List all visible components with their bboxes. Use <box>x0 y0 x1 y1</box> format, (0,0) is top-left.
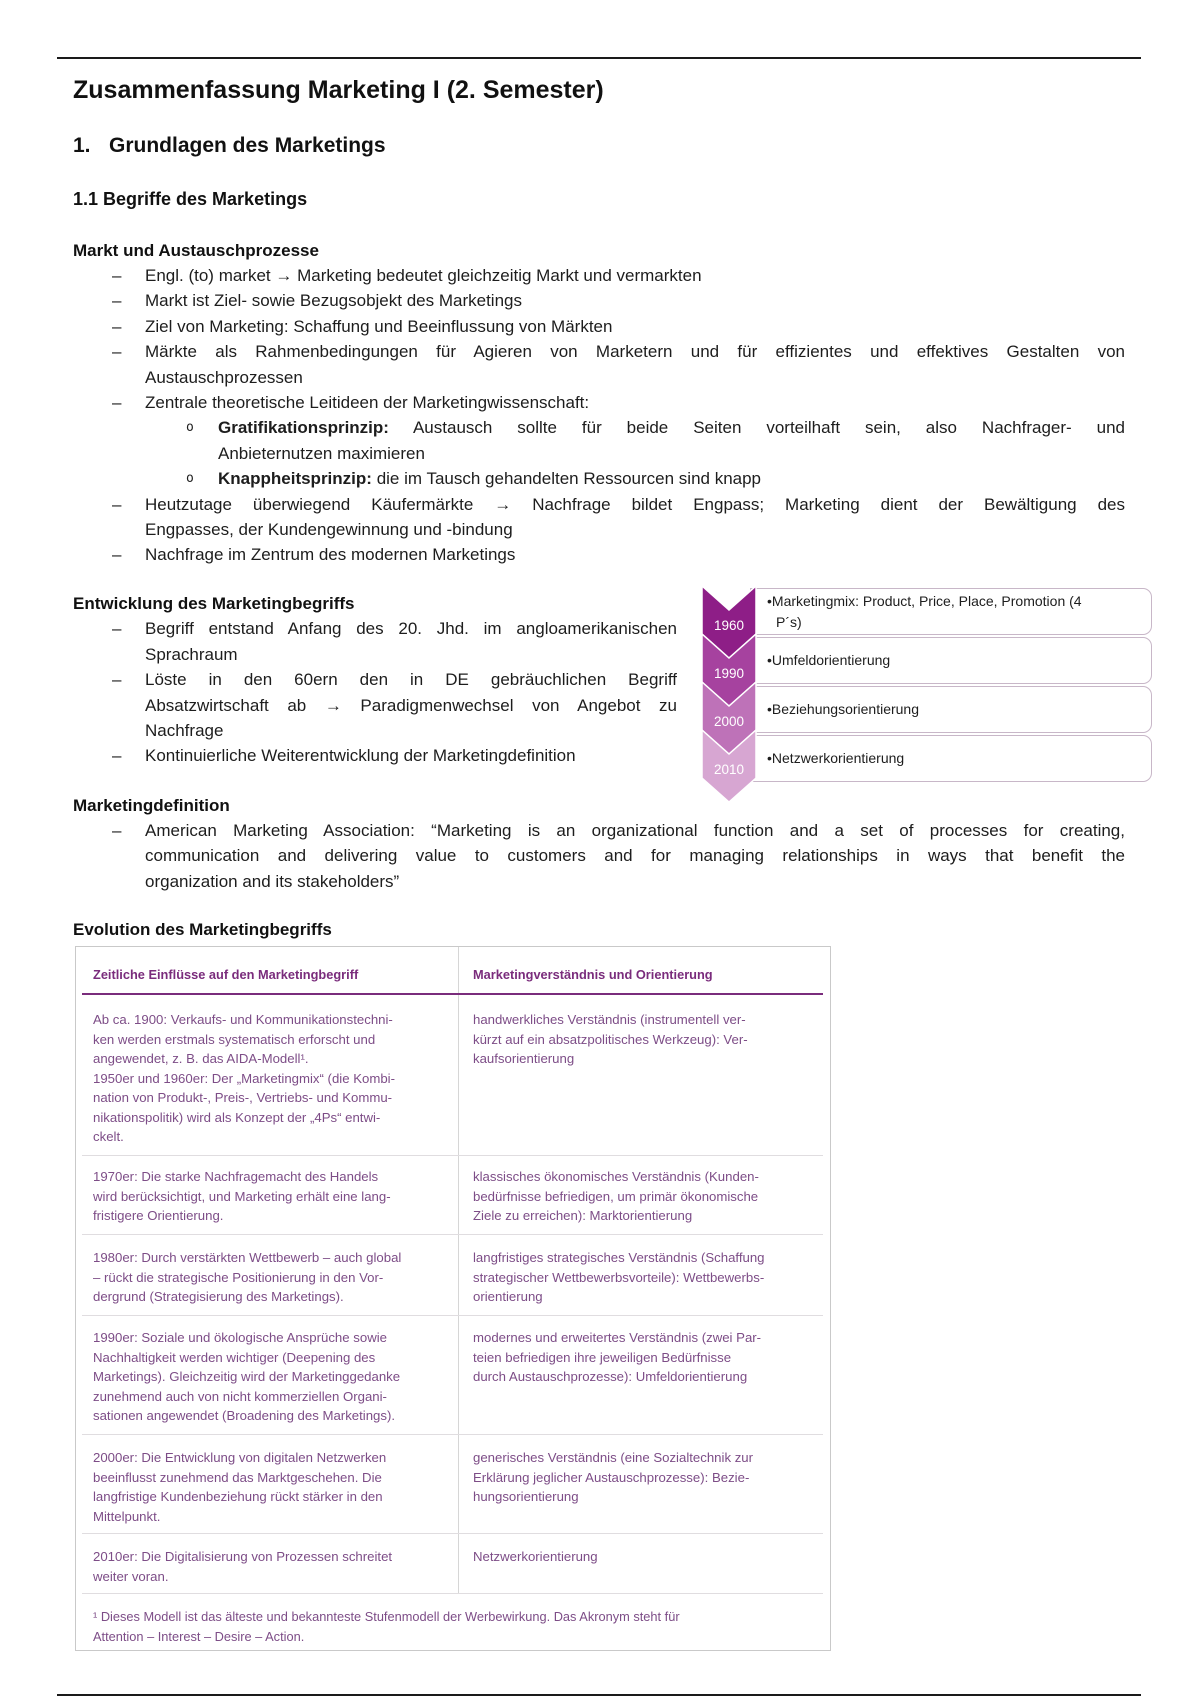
timeline-text: P´s) <box>776 613 802 630</box>
principle-text: die im Tausch gehandelten Ressourcen sind knapp <box>376 469 762 489</box>
table-cell-orientation: modernes und erweitertes Verständnis (zwei Par- teien befriedigen ihre jeweiligen Bedürfnisse durch Austauschprozesse): Umfeldorientierung <box>473 1330 762 1384</box>
row-separator <box>82 1533 823 1534</box>
bullet-item <box>73 288 1125 313</box>
bullet-item <box>73 743 677 768</box>
bullet-text: Begriff entstand Anfang des 20. Jhd. im angloamerikanischen <box>145 619 677 639</box>
sub-bullet-item <box>73 415 1125 466</box>
table-cell-influences: 1980er: Durch verstärkten Wettbewerb – auch global – rückt die strategische Positionierung in den Vor- dergrund (Strategisierung des Marketings). <box>93 1250 402 1304</box>
bullet-text: organization and its stakeholders” <box>145 871 400 891</box>
section-heading: Markt und Austauschprozesse <box>73 240 319 260</box>
table-cell-influences: 2000er: Die Entwicklung von digitalen Netzwerken beeinflusst zunehmend das Marktgeschehen. Die langfristige Kundenbeziehung rückt stärker in den Mittelpunkt. <box>93 1450 387 1524</box>
timeline-text: •Beziehungsorientierung <box>767 701 920 717</box>
section-marketingdefinition <box>73 793 1125 895</box>
document-title: Zusammenfassung Marketing I (2. Semester) <box>73 76 604 104</box>
bullet-text: Nachfrage <box>145 720 224 740</box>
bullet-item <box>73 818 1125 894</box>
timeline-text: •Marketingmix: Product, Price, Place, Promotion (4 <box>767 592 1082 609</box>
table-header-orientation: Marketingverständnis und Orientierung <box>473 967 713 982</box>
timeline-box-2010 <box>750 735 1152 782</box>
sub-bullet-item <box>73 466 1125 491</box>
timeline-year: 2000 <box>713 714 745 729</box>
bullet-item <box>73 492 1125 543</box>
bullet-dash: – <box>112 266 122 286</box>
bullet-text: American Marketing Association: “Marketing is an organizational function and a set of processes for creating, <box>145 821 1125 841</box>
row-separator <box>82 1434 823 1435</box>
table-header-influences: Zeitliche Einflüsse auf den Marketingbegriff <box>93 967 359 982</box>
row-separator <box>82 1593 823 1594</box>
row-separator <box>82 1234 823 1235</box>
principle-term: Knappheitsprinzip: <box>218 469 372 489</box>
bottom-rule <box>57 1694 1141 1696</box>
bullet-text: Sprachraum <box>145 644 238 664</box>
table-cell-orientation: langfristiges strategisches Verständnis (Schaffung strategischer Wettbewerbsvorteile): Wettbewerbs- orientierung <box>473 1250 765 1304</box>
chapter-number: 1. <box>73 134 91 157</box>
bullet-item <box>73 263 1125 288</box>
section-evolution <box>73 917 1125 942</box>
bullet-text: Märkte als Rahmenbedingungen für Agieren von Marketern und für effizientes und effektives Gestalten von <box>145 342 1125 362</box>
principle-term: Gratifikationsprinzip: <box>218 418 389 438</box>
table-header-underline <box>82 993 823 995</box>
sub-bullet-line <box>218 466 1125 491</box>
table-footnote: ¹ Dieses Modell ist das älteste und bekannteste Stufenmodell der Werbewirkung. Das Akronym steht für Attention – Interest – Desire – Action. <box>93 1609 680 1644</box>
timeline-text: •Umfeldorientierung <box>767 652 891 668</box>
bullet-text: Austauschprozessen <box>145 367 303 387</box>
section-markt-austauschprozesse <box>73 238 1125 568</box>
column-divider <box>458 947 459 1593</box>
section-heading: Evolution des Marketingbegriffs <box>73 920 332 939</box>
row-separator <box>82 1155 823 1156</box>
bullet-dash: – <box>112 342 122 362</box>
row-separator <box>82 1315 823 1316</box>
bullet-dash: – <box>112 316 122 336</box>
bullet-text: communication and delivering value to customers and for managing relationships in ways that benefit the <box>145 846 1125 866</box>
bullet-dash: – <box>112 393 122 413</box>
bullet-text: Kontinuierliche Weiterentwicklung der Marketingdefinition <box>145 746 576 766</box>
timeline-year: 1990 <box>713 666 745 681</box>
table-cell-orientation: handwerkliches Verständnis (instrumentell ver- kürzt auf ein absatzpolitisches Werkzeug): Ver- kaufsorientierung <box>473 1012 748 1066</box>
chapter-title: Grundlagen des Marketings <box>109 134 386 157</box>
principle-text: Austausch sollte für beide Seiten vorteilhaft sein, also Nachfrager- und <box>412 418 1125 438</box>
table-cell-influences: 2010er: Die Digitalisierung von Prozessen schreitet weiter voran. <box>93 1549 393 1584</box>
bullet-item <box>73 314 1125 339</box>
bullet-text: Nachfrage im Zentrum des modernen Marketings <box>145 545 516 565</box>
table-cell-orientation: Netzwerkorientierung <box>473 1549 598 1564</box>
bullet-dash: – <box>112 821 122 841</box>
table-cell-influences: Ab ca. 1900: Verkaufs- und Kommunikationstechni- ken werden erstmals systematisch erforscht und angewendet, z. B. das AIDA-Modell¹. 1950er und 1960er: Der „Marketingmix“ (die Kombi- nation von Produkt-, Preis-, Vertriebs- und Kommu- nikationspolitik) wird als Konzept der „4Ps“ entwi- ckelt. <box>93 1012 395 1144</box>
table-cell-influences: 1970er: Die starke Nachfragemacht des Handels wird berücksichtigt, und Marketing erhält eine lang- fristigere Orientierung. <box>93 1169 391 1223</box>
bullet-item <box>73 542 1125 567</box>
top-rule <box>57 57 1141 59</box>
bullet-text: Heutzutage überwiegend Käufermärkte → Nachfrage bildet Engpass; Marketing dient der Bewältigung des <box>145 494 1125 514</box>
table-cell-orientation: generisches Verständnis (eine Sozialtechnik zur Erklärung jeglicher Austauschprozesse): Bezie- hungsorientierung <box>473 1450 754 1504</box>
section-heading: Entwicklung des Marketingbegriffs <box>73 594 355 613</box>
timeline-text: •Netzwerkorientierung <box>767 750 905 766</box>
section-title: 1.1 Begriffe des Marketings <box>73 189 308 209</box>
bullet-text: Ziel von Marketing: Schaffung und Beeinflussung von Märkten <box>145 316 613 336</box>
bullet-dash: – <box>112 746 122 766</box>
evolution-table <box>75 946 831 1651</box>
bullet-dash: – <box>112 291 122 311</box>
bullet-text: Absatzwirtschaft ab → Paradigmenwechsel von Angebot zu <box>145 695 677 715</box>
sub-bullet-circle: o <box>186 471 194 487</box>
bullet-item <box>73 339 1125 390</box>
timeline-box-1960 <box>750 588 1152 635</box>
chapter-heading <box>73 133 386 159</box>
timeline-year: 1960 <box>713 618 745 633</box>
timeline-box-1990 <box>750 637 1152 684</box>
bullet-dash: – <box>112 494 122 514</box>
bullet-item <box>73 667 677 743</box>
bullet-text: Engl. (to) market → Marketing bedeutet gleichzeitig Markt und vermarkten <box>145 266 702 286</box>
sub-bullet-line <box>218 415 1125 440</box>
bullet-dash: – <box>112 670 122 690</box>
sub-bullet-line: Anbieternutzen maximieren <box>218 443 425 463</box>
table-cell-orientation: klassisches ökonomisches Verständnis (Kunden- bedürfnisse befriedigen, um primär ökonomische Ziele zu erreichen): Marktorientierung <box>473 1169 759 1223</box>
section-heading: Marketingdefinition <box>73 795 230 815</box>
bullet-dash: – <box>112 545 122 565</box>
bullet-item <box>73 616 677 667</box>
timeline-box-2000 <box>750 686 1152 733</box>
table-cell-influences: 1990er: Soziale und ökologische Ansprüche sowie Nachhaltigkeit werden wichtiger (Deepening des Marketings). Gleichzeitig wird der Marketinggedanke zunehmend auch von nicht kommerziellen Organi- sationen angewendet (Broadening des Marketings). <box>93 1330 401 1423</box>
bullet-text: Löste in den 60ern den in DE gebräuchlichen Begriff <box>145 670 677 690</box>
bullet-dash: – <box>112 619 122 639</box>
bullet-text: Engpasses, der Kundengewinnung und -bindung <box>145 519 513 539</box>
sub-bullet-circle: o <box>186 420 194 436</box>
timeline-year: 2010 <box>713 762 745 777</box>
bullet-text: Markt ist Ziel- sowie Bezugsobjekt des Marketings <box>145 291 522 311</box>
bullet-item <box>73 390 1125 415</box>
section-entwicklung <box>73 591 677 769</box>
bullet-text: Zentrale theoretische Leitideen der Marketingwissenschaft: <box>145 393 590 413</box>
